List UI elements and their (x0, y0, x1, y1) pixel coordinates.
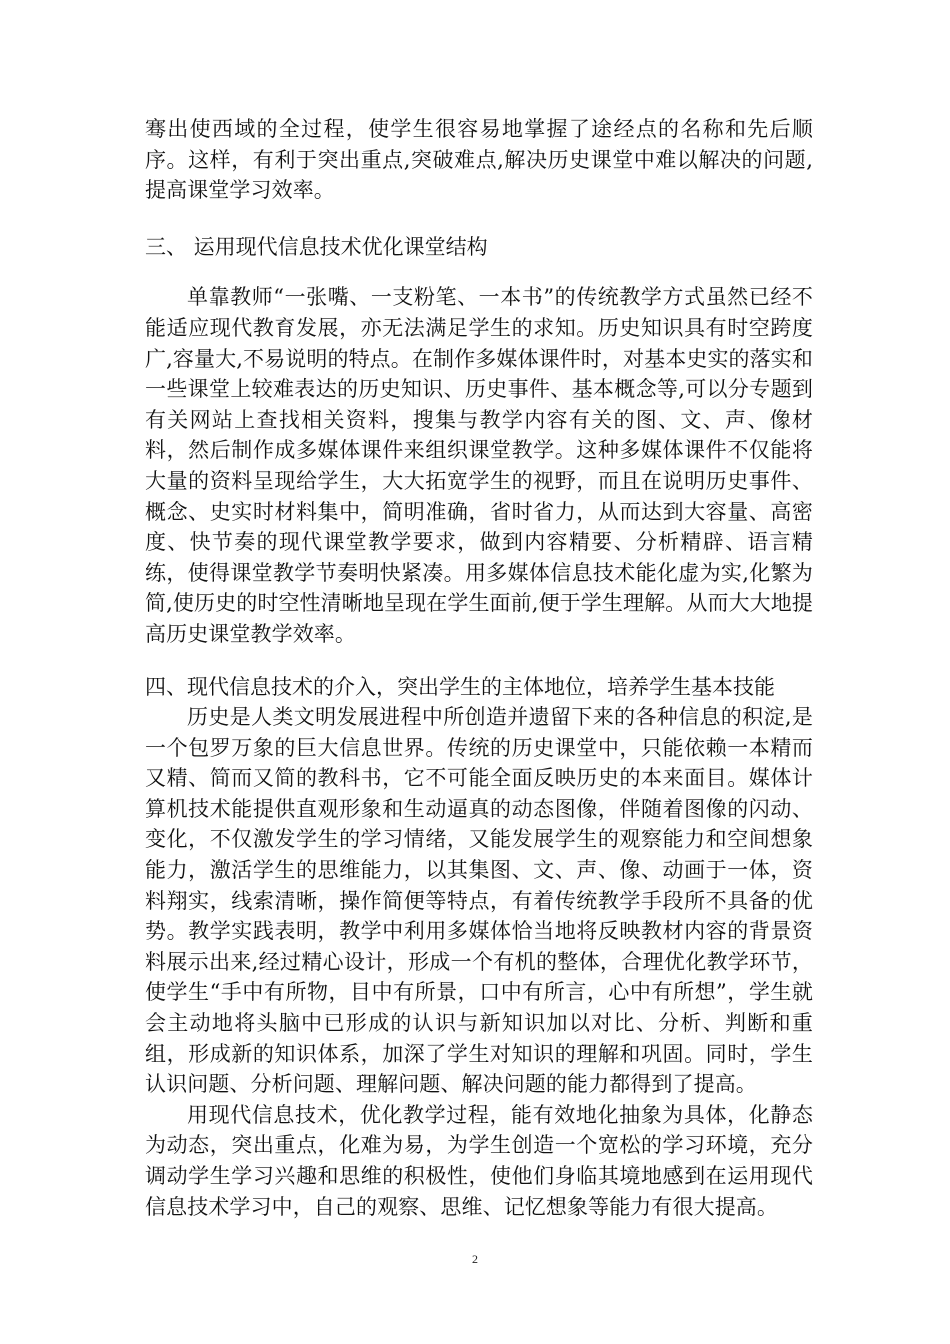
paragraph-continuation: 骞出使西域的全过程，使学生很容易地掌握了途经点的名称和先后顺序。这样，有利于突出重点,突破难点,解决历史课堂中难以解决的问题,提高课堂学习效率。 (145, 117, 813, 203)
paragraph-section-three: 单靠教师“一张嘴、一支粉笔、一本书”的传统教学方式虽然已经不能适应现代教育发展，亦无法满足学生的求知。历史知识具有时空跨度广,容量大,不易说明的特点。在制作多媒体课件时，对基本史实的落实和一些课堂上较难表达的历史知识、历史事件、基本概念等,可以分专题到有关网站上查找相关资料，搜集与教学内容有关的图、文、声、像材料，然后制作成多媒体课件来组织课堂教学。这种多媒体课件不仅能将大量的资料呈现给学生，大大拓宽学生的视野，而且在说明历史事件、概念、史实时材料集中，简明准确，省时省力，从而达到大容量、高密度、快节奏的现代课堂教学要求，做到内容精要、分析精辟、语言精练，使得课堂教学节奏明快紧凑。用多媒体信息技术能化虚为实,化繁为简,使历史的时空性清晰地呈现在学生面前,便于学生理解。从而大大地提高历史课堂教学效率。 (145, 285, 813, 646)
section-heading-four: 四、现代信息技术的介入，突出学生的主体地位，培养学生基本技能 (145, 674, 775, 699)
paragraph-section-four-a: 历史是人类文明发展进程中所创造并遗留下来的各种信息的积淀,是一个包罗万象的巨大信息世界。传统的历史课堂中，只能依赖一本精而又精、简而又简的教科书，它不可能全面反映历史的本来面目。媒体计算机技术能提供直观形象和生动逼真的动态图像，伴随着图像的闪动、变化，不仅激发学生的学习情绪，又能发展学生的观察能力和空间想象能力，激活学生的思维能力，以其集图、文、声、像、动画于一体，资料翔实，线索清晰，操作简便等特点，有着传统教学手段所不具备的优势。教学实践表明，教学中利用多媒体恰当地将反映教材内容的背景资料展示出来,经过精心设计，形成一个有机的整体，合理优化教学环节，使学生“手中有所物，目中有所景，口中有所言，心中有所想”，学生就会主动地将头脑中已形成的认识与新知识加以对比、分析、判断和重组，形成新的知识体系，加深了学生对知识的理解和巩固。同时，学生认识问题、分析问题、理解问题、解决问题的能力都得到了提高。 (145, 705, 813, 1097)
section-heading-three: 三、 运用现代信息技术优化课堂结构 (145, 234, 488, 259)
document-body (145, 114, 813, 1222)
page-number: 2 (472, 1252, 478, 1266)
paragraph-section-four-b: 用现代信息技术，优化教学过程，能有效地化抽象为具体，化静态为动态，突出重点，化难为易，为学生创造一个宽松的学习环境，充分调动学生学习兴趣和思维的积极性，使他们身临其境地感到在运用现代信息技术学习中，自己的观察、思维、记忆想象等能力有很大提高。 (145, 1102, 813, 1219)
